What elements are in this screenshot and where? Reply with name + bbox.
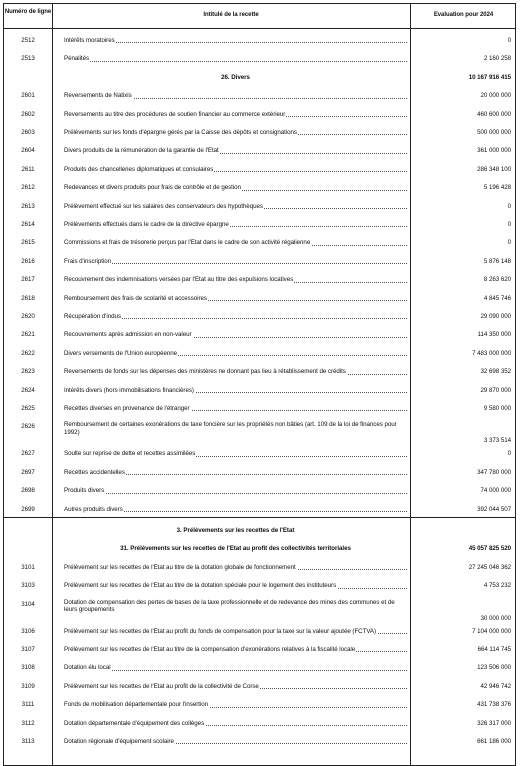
line-number: 2604 [21,147,35,155]
evaluation-value: 2 160 258 [483,55,511,63]
table-row [4,382,515,400]
table-row [4,623,515,641]
revenue-label-text: Prélèvement effectué sur les salaires des conservateurs des hypothèques [64,202,263,210]
table-row [4,161,515,179]
evaluation-value: 0 [507,239,511,247]
line-number: 2614 [21,221,35,228]
evaluation-value: 0 [507,37,511,44]
table-row [4,400,515,418]
header-label: Intitulé de la recette [203,12,259,18]
evaluation-value: 32 698 352 [480,368,511,376]
line-number: 3108 [21,664,35,672]
evaluation-value: 347 780 000 [477,468,511,476]
evaluation-value: 114 350 000 [477,331,511,339]
revenue-label [64,221,407,228]
table-row [4,482,515,500]
revenue-label-text: Reversements de Natixis [64,92,132,100]
revenue-label-text: Recettes diverses en provenance de l'étranger [64,405,190,412]
evaluation-value: 0 [507,221,511,228]
revenue-label-text: Recouvrement des indemnisations versées par l'Etat au titre des expulsions locatives [64,276,294,284]
revenue-label [64,738,407,745]
line-number: 2612 [21,184,35,192]
line-number: 2512 [21,37,35,44]
line-number: 2620 [21,313,35,320]
revenue-label [64,258,407,265]
revenue-label-text: Produits des chancelleries diplomatiques et consulaires [64,165,214,173]
revenue-label-text: Recettes accidentelles [64,468,125,476]
evaluation-value: 20 000 000 [480,92,511,100]
revenue-table [3,3,516,766]
line-number: 3113 [21,738,35,745]
revenue-label-text: Prélèvements effectués dans le cadre de la directive épargne [64,221,229,228]
table-row [4,659,515,677]
revenue-label [64,720,407,727]
table-row [4,216,515,234]
header-evaluation: Evaluation pour 2024 [433,12,494,18]
line-number: 3111 [21,701,35,709]
line-number: 2613 [21,202,35,210]
revenue-label [64,313,407,320]
evaluation-value: 500 000 000 [477,129,511,136]
revenue-label [64,506,407,513]
revenue-label [64,387,407,394]
revenue-label [64,276,407,283]
revenue-label-text: Divers versements de l'Union européenne [64,349,178,357]
revenue-label [64,147,407,154]
section-row [4,69,515,87]
line-number: 2618 [21,294,35,302]
line-number: 2603 [21,129,35,136]
table-row [4,234,515,252]
revenue-label [64,368,407,375]
revenue-label-text: Dotation de compensation des pertes de bases de la taxe professionnelle et de redevance des mines des communes et de leurs groupements [64,598,395,613]
table-row [4,641,515,659]
revenue-label [64,92,407,99]
line-number: 3106 [21,627,35,635]
revenue-label-text: Autres produits divers [64,505,123,513]
line-number: 2622 [21,349,35,357]
revenue-label-text: Remboursement de certaines exonérations de taxe foncière sur les propriétés non bâties (art. 109 de la loi de finances pour 1992) [64,421,397,436]
line-number: 3112 [21,719,35,727]
evaluation-value: 10 167 916 415 [468,73,511,81]
revenue-label-text: Pénalités [64,55,90,63]
revenue-label [64,405,407,412]
table-row [4,464,515,482]
revenue-label [64,450,407,457]
table-row [4,733,515,751]
evaluation-value: 27 245 046 362 [468,563,511,571]
revenue-label-text: Dotation régionale d'équipement scolaire [64,738,174,745]
revenue-label-text: Prélèvement sur les recettes de l'Etat au profit de la collectivité de Corse [64,682,259,690]
evaluation-value: 392 044 507 [477,505,511,513]
table-row [4,363,515,381]
section-title: 31. Prélèvements sur les recettes de l'Etat au profit des collectivités territoriales [120,545,351,553]
table-row [4,87,515,105]
line-number: 3109 [21,682,35,690]
evaluation-value: 45 057 825 520 [468,545,511,553]
revenue-label [64,331,407,338]
revenue-label-text: Dotation départementale d'équipement des collèges [64,719,205,727]
revenue-label [64,203,407,210]
evaluation-value: 460 600 000 [477,110,511,118]
revenue-label [64,628,407,635]
table-header [4,4,515,29]
line-number: 2625 [21,405,35,412]
evaluation-value: 4 845 746 [483,294,511,302]
revenue-label-text: Récupération d'indus [64,313,121,320]
line-number: 3107 [21,646,35,653]
table-row [4,308,515,326]
revenue-label-text: Reversements de fonds sur les dépenses des ministères ne donnant pas lieu à rétablissement de crédits [64,368,346,376]
evaluation-value: 7 104 000 000 [472,627,511,635]
revenue-label-text: Soulte sur reprise de dette et recettes assimilées [64,450,196,458]
line-number: 2611 [21,165,35,173]
revenue-label [64,184,407,191]
table-row [4,445,515,463]
revenue-label-text: Dotation élu local [64,664,111,672]
evaluation-value: 0 [507,202,511,210]
revenue-label [64,129,407,136]
line-number: 2626 [21,423,35,431]
revenue-label [64,487,407,494]
evaluation-value: 5 196 428 [483,184,511,192]
revenue-label [64,37,407,44]
revenue-label-text: Redevances et divers produits pour frais de contrôle et de gestion [64,184,241,192]
line-number: 2602 [21,110,35,118]
table-row [4,715,515,733]
revenue-label-text: Prélèvement sur les recettes de l'Etat au titre de la compensation d'exonérations relatives à la fiscalité locale [64,646,356,653]
evaluation-value: 326 317 000 [477,719,511,727]
revenue-label-text: Divers produits de la rémunération de la garantie de l'Etat [64,147,219,155]
table-row [4,50,515,68]
evaluation-value: 286 348 100 [477,165,511,173]
revenue-label [64,664,407,671]
revenue-label [64,239,407,246]
evaluation-value: 74 000 000 [480,487,511,495]
table-row [4,271,515,289]
table-row [4,418,515,445]
evaluation-value: 5 876 148 [483,257,511,265]
line-number: 2513 [21,55,35,63]
revenue-label-text: Prélèvement sur les recettes de l'Etat au titre de la dotation globale de fonctionnement [64,563,296,571]
section-divider [4,517,515,518]
section-title: 26. Divers [221,73,250,81]
table-row [4,179,515,197]
revenue-label-text: Recouvrements après admission en non-valeur [64,331,192,339]
table-row [4,142,515,160]
table-row [4,345,515,363]
section-row [4,522,515,540]
revenue-label-text: Remboursement des frais de scolarité et accessoires [64,294,207,302]
table-row [4,577,515,595]
revenue-label [64,564,407,571]
line-number: 2627 [21,450,35,458]
revenue-label [64,166,407,173]
table-row [4,290,515,308]
table-row [4,326,515,344]
table-row [4,106,515,124]
line-number: 2617 [21,276,35,284]
line-number: 2621 [21,331,35,339]
evaluation-value: 29 870 000 [480,386,511,394]
table-row [4,559,515,577]
table-row [4,253,515,271]
revenue-label [64,55,407,62]
line-number: 3103 [21,582,35,590]
revenue-label [64,421,409,436]
evaluation-value: 3 373 514 [483,437,511,445]
revenue-label [64,111,407,118]
evaluation-value: 42 946 742 [480,682,511,690]
line-number: 2699 [21,505,35,513]
line-number: 2601 [21,92,35,100]
table-row [4,696,515,714]
revenue-label [64,599,409,614]
revenue-label-text: Reversements au titre des procédures de soutien financier au commerce extérieur [64,110,286,118]
line-number: 2615 [21,239,35,247]
line-number: 2698 [21,487,35,495]
section-title: 3. Prélèvements sur les recettes de l'Etat [176,527,295,534]
evaluation-value: 30 000 000 [480,614,511,622]
line-number: 2697 [21,468,35,476]
revenue-label [64,469,407,476]
evaluation-value: 0 [507,450,511,458]
table-row [4,198,515,216]
evaluation-value: 664 114 745 [477,646,511,653]
evaluation-value: 4 753 232 [483,582,511,590]
evaluation-value: 9 580 000 [483,405,511,412]
revenue-label-text: Intérêts divers (hors immobilisations financières) [64,386,194,394]
evaluation-value: 7 483 000 000 [472,349,511,357]
evaluation-value: 361 000 000 [477,147,511,155]
revenue-label [64,683,407,690]
revenue-label-text: Prélèvement sur les recettes de l'Etat au titre de la dotation spéciale pour le logement des instituteurs [64,582,337,590]
evaluation-value: 123 506 000 [477,664,511,672]
revenue-label [64,350,407,357]
revenue-label-text: Commissions et frais de trésorerie perçus par l'Etat dans le cadre de son activité régalienne [64,239,311,247]
line-number: 2624 [21,386,35,394]
table-row [4,124,515,142]
revenue-label [64,701,407,708]
revenue-label [64,646,407,653]
line-number: 3104 [21,600,35,608]
line-number: 2623 [21,368,35,376]
revenue-label-text: Prélèvements sur les fonds d'épargne gérés par la Caisse des dépôts et consignations [64,129,297,136]
table-row [4,32,515,50]
revenue-label-text: Produits divers [64,487,105,495]
evaluation-value: 29 090 000 [480,313,511,320]
table-row [4,596,515,623]
revenue-label-text: Intérêts moratoires [64,37,115,44]
revenue-label-text: Fonds de mobilisation départementale pour l'insertion [64,701,209,709]
section-row [4,540,515,558]
line-number: 3101 [21,563,35,571]
revenue-label-text: Frais d'inscription [64,257,111,265]
revenue-label [64,295,407,302]
line-number: 2616 [21,257,35,265]
revenue-label-text: Prélèvement sur les recettes de l'Etat au profit du fonds de compensation pour la taxe sur la valeur ajoutée (FCTVA) [64,627,377,635]
evaluation-value: 661 186 000 [477,738,511,745]
header-line-number: Numéro de ligne [4,9,52,15]
revenue-label [64,582,407,589]
evaluation-value: 431 738 376 [477,701,511,709]
table-row [4,678,515,696]
evaluation-value: 8 263 620 [483,276,511,284]
